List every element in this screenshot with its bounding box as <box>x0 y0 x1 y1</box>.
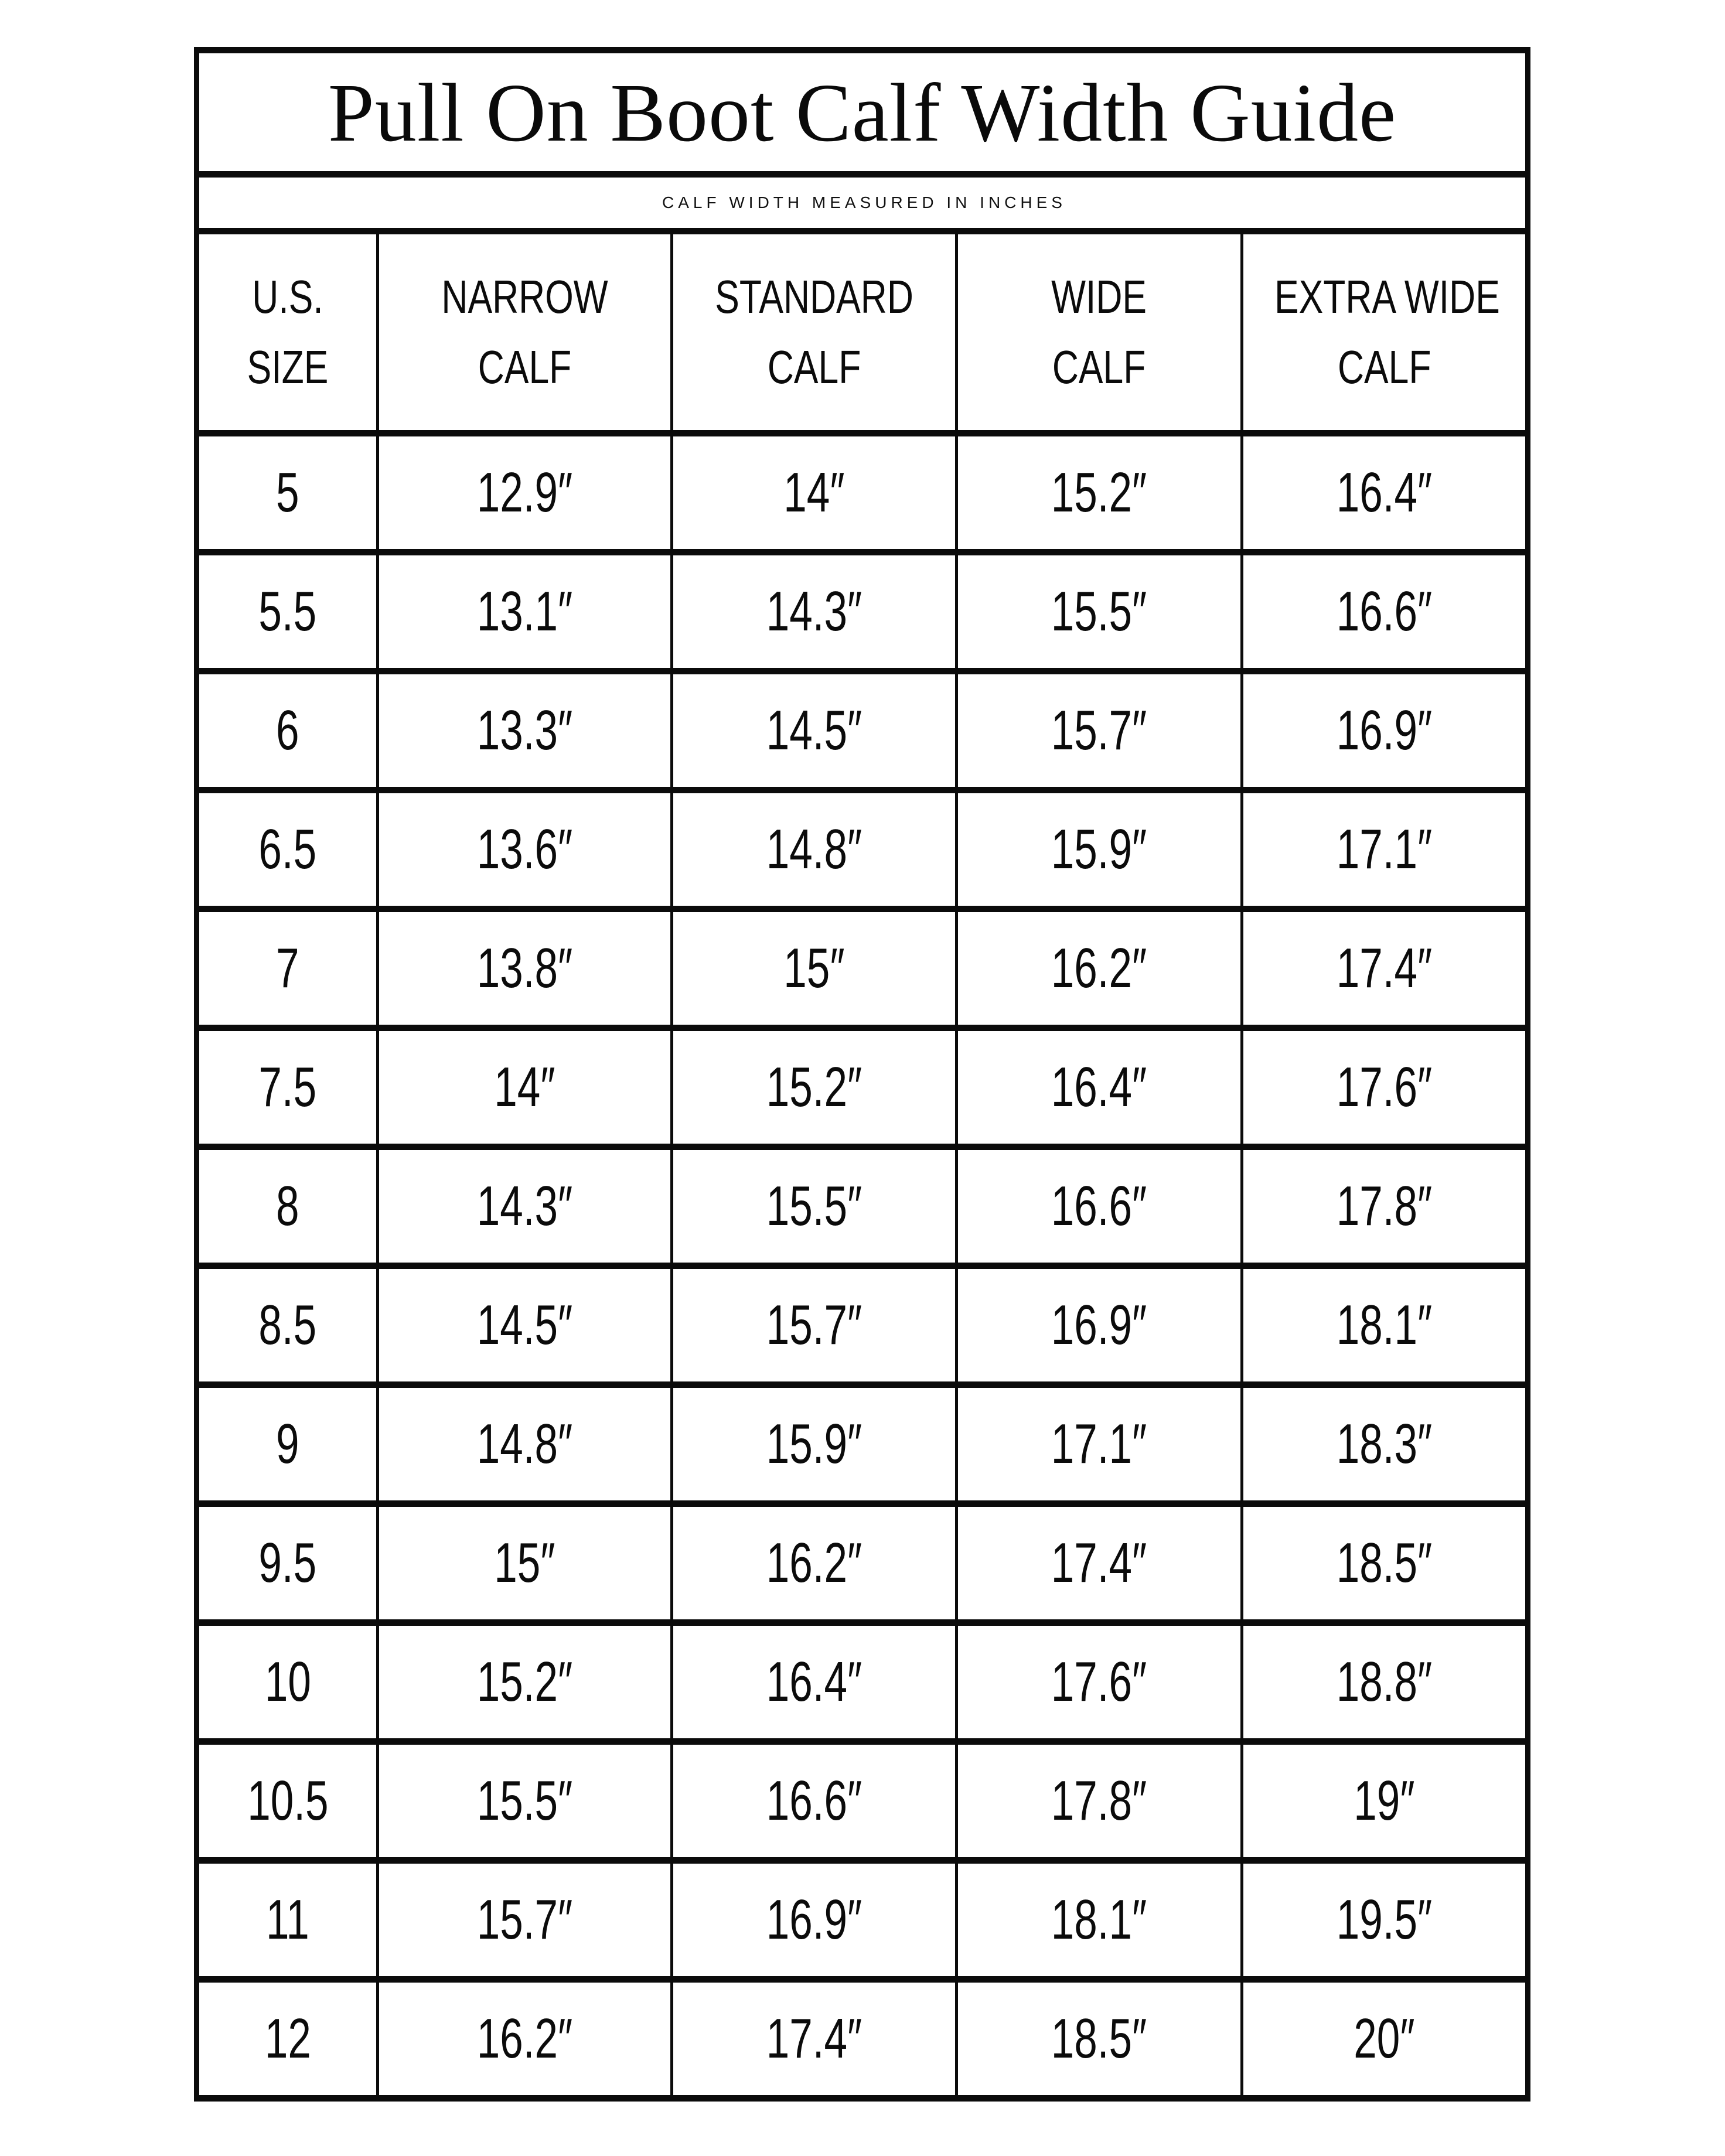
cell-value: 6 <box>276 699 299 762</box>
standard-calf-value <box>672 909 957 1028</box>
column-header-line: STANDARD <box>715 271 913 323</box>
table-row-size-10 <box>197 1623 1528 1742</box>
column-header-row <box>197 231 1528 434</box>
extra-wide-calf-value <box>1242 1147 1528 1266</box>
wide-calf-value <box>957 1028 1242 1147</box>
column-header-line: U.S. <box>252 271 323 323</box>
extra-wide-calf-value <box>1242 1623 1528 1742</box>
table-row-size-11 <box>197 1861 1528 1980</box>
standard-calf-value <box>672 1266 957 1385</box>
cell-value: 16.9″ <box>1336 699 1432 762</box>
cell-value: 15.7″ <box>1051 699 1147 762</box>
cell-value: 14″ <box>783 461 845 524</box>
narrow-calf-value <box>377 1266 671 1385</box>
table-row-size-9-5 <box>197 1504 1528 1623</box>
extra-wide-calf-value <box>1242 1504 1528 1623</box>
cell-value: 16.2″ <box>476 2007 573 2070</box>
cell-value: 9 <box>276 1413 299 1475</box>
table-row-size-6-5 <box>197 790 1528 909</box>
cell-value: 17.8″ <box>1051 1769 1147 1832</box>
cell-value: 17.6″ <box>1336 1056 1432 1118</box>
extra-wide-calf-value <box>1242 1861 1528 1980</box>
cell-value: 12.9″ <box>476 461 573 524</box>
us-size-value <box>197 1028 378 1147</box>
standard-calf-value <box>672 1980 957 2099</box>
column-header-line: CALF <box>767 341 861 393</box>
cell-value: 13.6″ <box>476 818 573 881</box>
cell-value: 16.2″ <box>1051 937 1147 999</box>
cell-value: 14.5″ <box>766 699 862 762</box>
us-size-value <box>197 1623 378 1742</box>
us-size-value <box>197 1980 378 2099</box>
cell-value: 17.8″ <box>1336 1175 1432 1237</box>
narrow-calf-value <box>377 671 671 790</box>
narrow-calf-value <box>377 1742 671 1861</box>
extra-wide-calf-value <box>1242 1385 1528 1504</box>
us-size-value <box>197 1266 378 1385</box>
cell-value: 5.5 <box>258 580 317 643</box>
wide-calf-value <box>957 1980 1242 2099</box>
standard-calf-value <box>672 552 957 671</box>
cell-value: 16.4″ <box>1051 1056 1147 1118</box>
cell-value: 17.1″ <box>1336 818 1432 881</box>
cell-value: 15.7″ <box>476 1888 573 1951</box>
cell-value: 18.1″ <box>1051 1888 1147 1951</box>
cell-value: 18.1″ <box>1336 1294 1432 1356</box>
extra-wide-calf-value <box>1242 1028 1528 1147</box>
wide-calf-value <box>957 1147 1242 1266</box>
cell-value: 16.9″ <box>1051 1294 1147 1356</box>
table-row-size-10-5 <box>197 1742 1528 1861</box>
standard-calf-value <box>672 1861 957 1980</box>
wide-calf-value <box>957 1861 1242 1980</box>
subtitle-row <box>197 175 1528 231</box>
narrow-calf-value <box>377 1623 671 1742</box>
cell-value: 18.5″ <box>1336 1531 1432 1594</box>
cell-value: 15″ <box>783 937 845 999</box>
cell-value: 6.5 <box>258 818 317 881</box>
cell-value: 15.9″ <box>766 1413 862 1475</box>
extra-wide-calf-value <box>1242 1742 1528 1861</box>
cell-value: 20″ <box>1354 2007 1415 2070</box>
column-header-line: WIDE <box>1051 271 1147 323</box>
cell-value: 15.5″ <box>476 1769 573 1832</box>
standard-calf-value <box>672 1504 957 1623</box>
cell-value: 7.5 <box>258 1056 317 1118</box>
column-header-standard-calf <box>672 231 957 434</box>
table-row-size-8 <box>197 1147 1528 1266</box>
cell-value: 15.7″ <box>766 1294 862 1356</box>
standard-calf-value <box>672 1385 957 1504</box>
extra-wide-calf-value <box>1242 671 1528 790</box>
cell-value: 9.5 <box>258 1531 317 1594</box>
standard-calf-value <box>672 1028 957 1147</box>
standard-calf-value <box>672 790 957 909</box>
cell-value: 10.5 <box>247 1769 329 1832</box>
table-row-size-5-5 <box>197 552 1528 671</box>
cell-value: 19″ <box>1354 1769 1415 1832</box>
cell-value: 15.5″ <box>766 1175 862 1237</box>
extra-wide-calf-value <box>1242 434 1528 552</box>
extra-wide-calf-value <box>1242 552 1528 671</box>
extra-wide-calf-value <box>1242 1980 1528 2099</box>
narrow-calf-value <box>377 434 671 552</box>
narrow-calf-value <box>377 1980 671 2099</box>
standard-calf-value <box>672 671 957 790</box>
cell-value: 16.4″ <box>1336 461 1432 524</box>
us-size-value <box>197 909 378 1028</box>
us-size-value <box>197 1147 378 1266</box>
cell-value: 14.8″ <box>476 1413 573 1475</box>
cell-value: 16.6″ <box>1336 580 1432 643</box>
wide-calf-value <box>957 909 1242 1028</box>
title-row <box>197 50 1528 175</box>
us-size-value <box>197 552 378 671</box>
wide-calf-value <box>957 671 1242 790</box>
cell-value: 8 <box>276 1175 299 1237</box>
narrow-calf-value <box>377 790 671 909</box>
us-size-value <box>197 434 378 552</box>
table-row-size-8-5 <box>197 1266 1528 1385</box>
cell-value: 18.5″ <box>1051 2007 1147 2070</box>
wide-calf-value <box>957 790 1242 909</box>
table-row-size-7-5 <box>197 1028 1528 1147</box>
cell-value: 17.6″ <box>1051 1650 1147 1713</box>
narrow-calf-value <box>377 552 671 671</box>
cell-value: 17.4″ <box>766 2007 862 2070</box>
extra-wide-calf-value <box>1242 909 1528 1028</box>
cell-value: 16.2″ <box>766 1531 862 1594</box>
cell-value: 12 <box>264 2007 311 2070</box>
us-size-value <box>197 1861 378 1980</box>
us-size-value <box>197 1742 378 1861</box>
cell-value: 15.2″ <box>766 1056 862 1118</box>
wide-calf-value <box>957 1623 1242 1742</box>
column-header-wide-calf <box>957 231 1242 434</box>
cell-value: 16.4″ <box>766 1650 862 1713</box>
cell-value: 15.2″ <box>1051 461 1147 524</box>
column-header-line: SIZE <box>247 341 329 393</box>
standard-calf-value <box>672 1623 957 1742</box>
cell-value: 13.1″ <box>476 580 573 643</box>
cell-value: 7 <box>276 937 299 999</box>
table-row-size-6 <box>197 671 1528 790</box>
cell-value: 5 <box>276 461 299 524</box>
us-size-value <box>197 1504 378 1623</box>
wide-calf-value <box>957 434 1242 552</box>
page-title: Pull On Boot Calf Width Guide <box>197 50 1528 175</box>
cell-value: 17.4″ <box>1051 1531 1147 1594</box>
cell-value: 17.1″ <box>1051 1413 1147 1475</box>
extra-wide-calf-value <box>1242 790 1528 909</box>
narrow-calf-value <box>377 1028 671 1147</box>
column-header-line: CALF <box>1337 341 1431 393</box>
cell-value: 11 <box>266 1888 309 1951</box>
cell-value: 14.8″ <box>766 818 862 881</box>
table-row-size-12 <box>197 1980 1528 2099</box>
table-row-size-7 <box>197 909 1528 1028</box>
cell-value: 19.5″ <box>1336 1888 1432 1951</box>
standard-calf-value <box>672 1742 957 1861</box>
column-header-us-size <box>197 231 378 434</box>
column-header-line: CALF <box>1052 341 1146 393</box>
us-size-value <box>197 671 378 790</box>
cell-value: 17.4″ <box>1336 937 1432 999</box>
us-size-value <box>197 1385 378 1504</box>
cell-value: 14″ <box>494 1056 555 1118</box>
column-header-line: CALF <box>478 341 572 393</box>
calf-width-table <box>194 47 1530 2102</box>
cell-value: 16.6″ <box>766 1769 862 1832</box>
table-row-size-5 <box>197 434 1528 552</box>
cell-value: 10 <box>264 1650 311 1713</box>
extra-wide-calf-value <box>1242 1266 1528 1385</box>
page-subtitle: CALF WIDTH MEASURED IN INCHES <box>197 175 1528 231</box>
cell-value: 8.5 <box>258 1294 317 1356</box>
cell-value: 18.3″ <box>1336 1413 1432 1475</box>
cell-value: 13.8″ <box>476 937 573 999</box>
cell-value: 15.2″ <box>476 1650 573 1713</box>
wide-calf-value <box>957 1266 1242 1385</box>
narrow-calf-value <box>377 1861 671 1980</box>
wide-calf-value <box>957 1504 1242 1623</box>
cell-value: 16.6″ <box>1051 1175 1147 1237</box>
standard-calf-value <box>672 1147 957 1266</box>
wide-calf-value <box>957 1385 1242 1504</box>
wide-calf-value <box>957 552 1242 671</box>
narrow-calf-value <box>377 1147 671 1266</box>
column-header-extra-wide-calf <box>1242 231 1528 434</box>
column-header-narrow-calf <box>377 231 671 434</box>
cell-value: 16.9″ <box>766 1888 862 1951</box>
narrow-calf-value <box>377 1385 671 1504</box>
column-header-line: EXTRA WIDE <box>1274 271 1500 323</box>
standard-calf-value <box>672 434 957 552</box>
column-header-line: NARROW <box>441 271 608 323</box>
cell-value: 13.3″ <box>476 699 573 762</box>
cell-value: 15″ <box>494 1531 555 1594</box>
cell-value: 14.3″ <box>476 1175 573 1237</box>
table-row-size-9 <box>197 1385 1528 1504</box>
cell-value: 14.5″ <box>476 1294 573 1356</box>
cell-value: 15.5″ <box>1051 580 1147 643</box>
cell-value: 15.9″ <box>1051 818 1147 881</box>
us-size-value <box>197 790 378 909</box>
wide-calf-value <box>957 1742 1242 1861</box>
narrow-calf-value <box>377 909 671 1028</box>
cell-value: 18.8″ <box>1336 1650 1432 1713</box>
narrow-calf-value <box>377 1504 671 1623</box>
cell-value: 14.3″ <box>766 580 862 643</box>
